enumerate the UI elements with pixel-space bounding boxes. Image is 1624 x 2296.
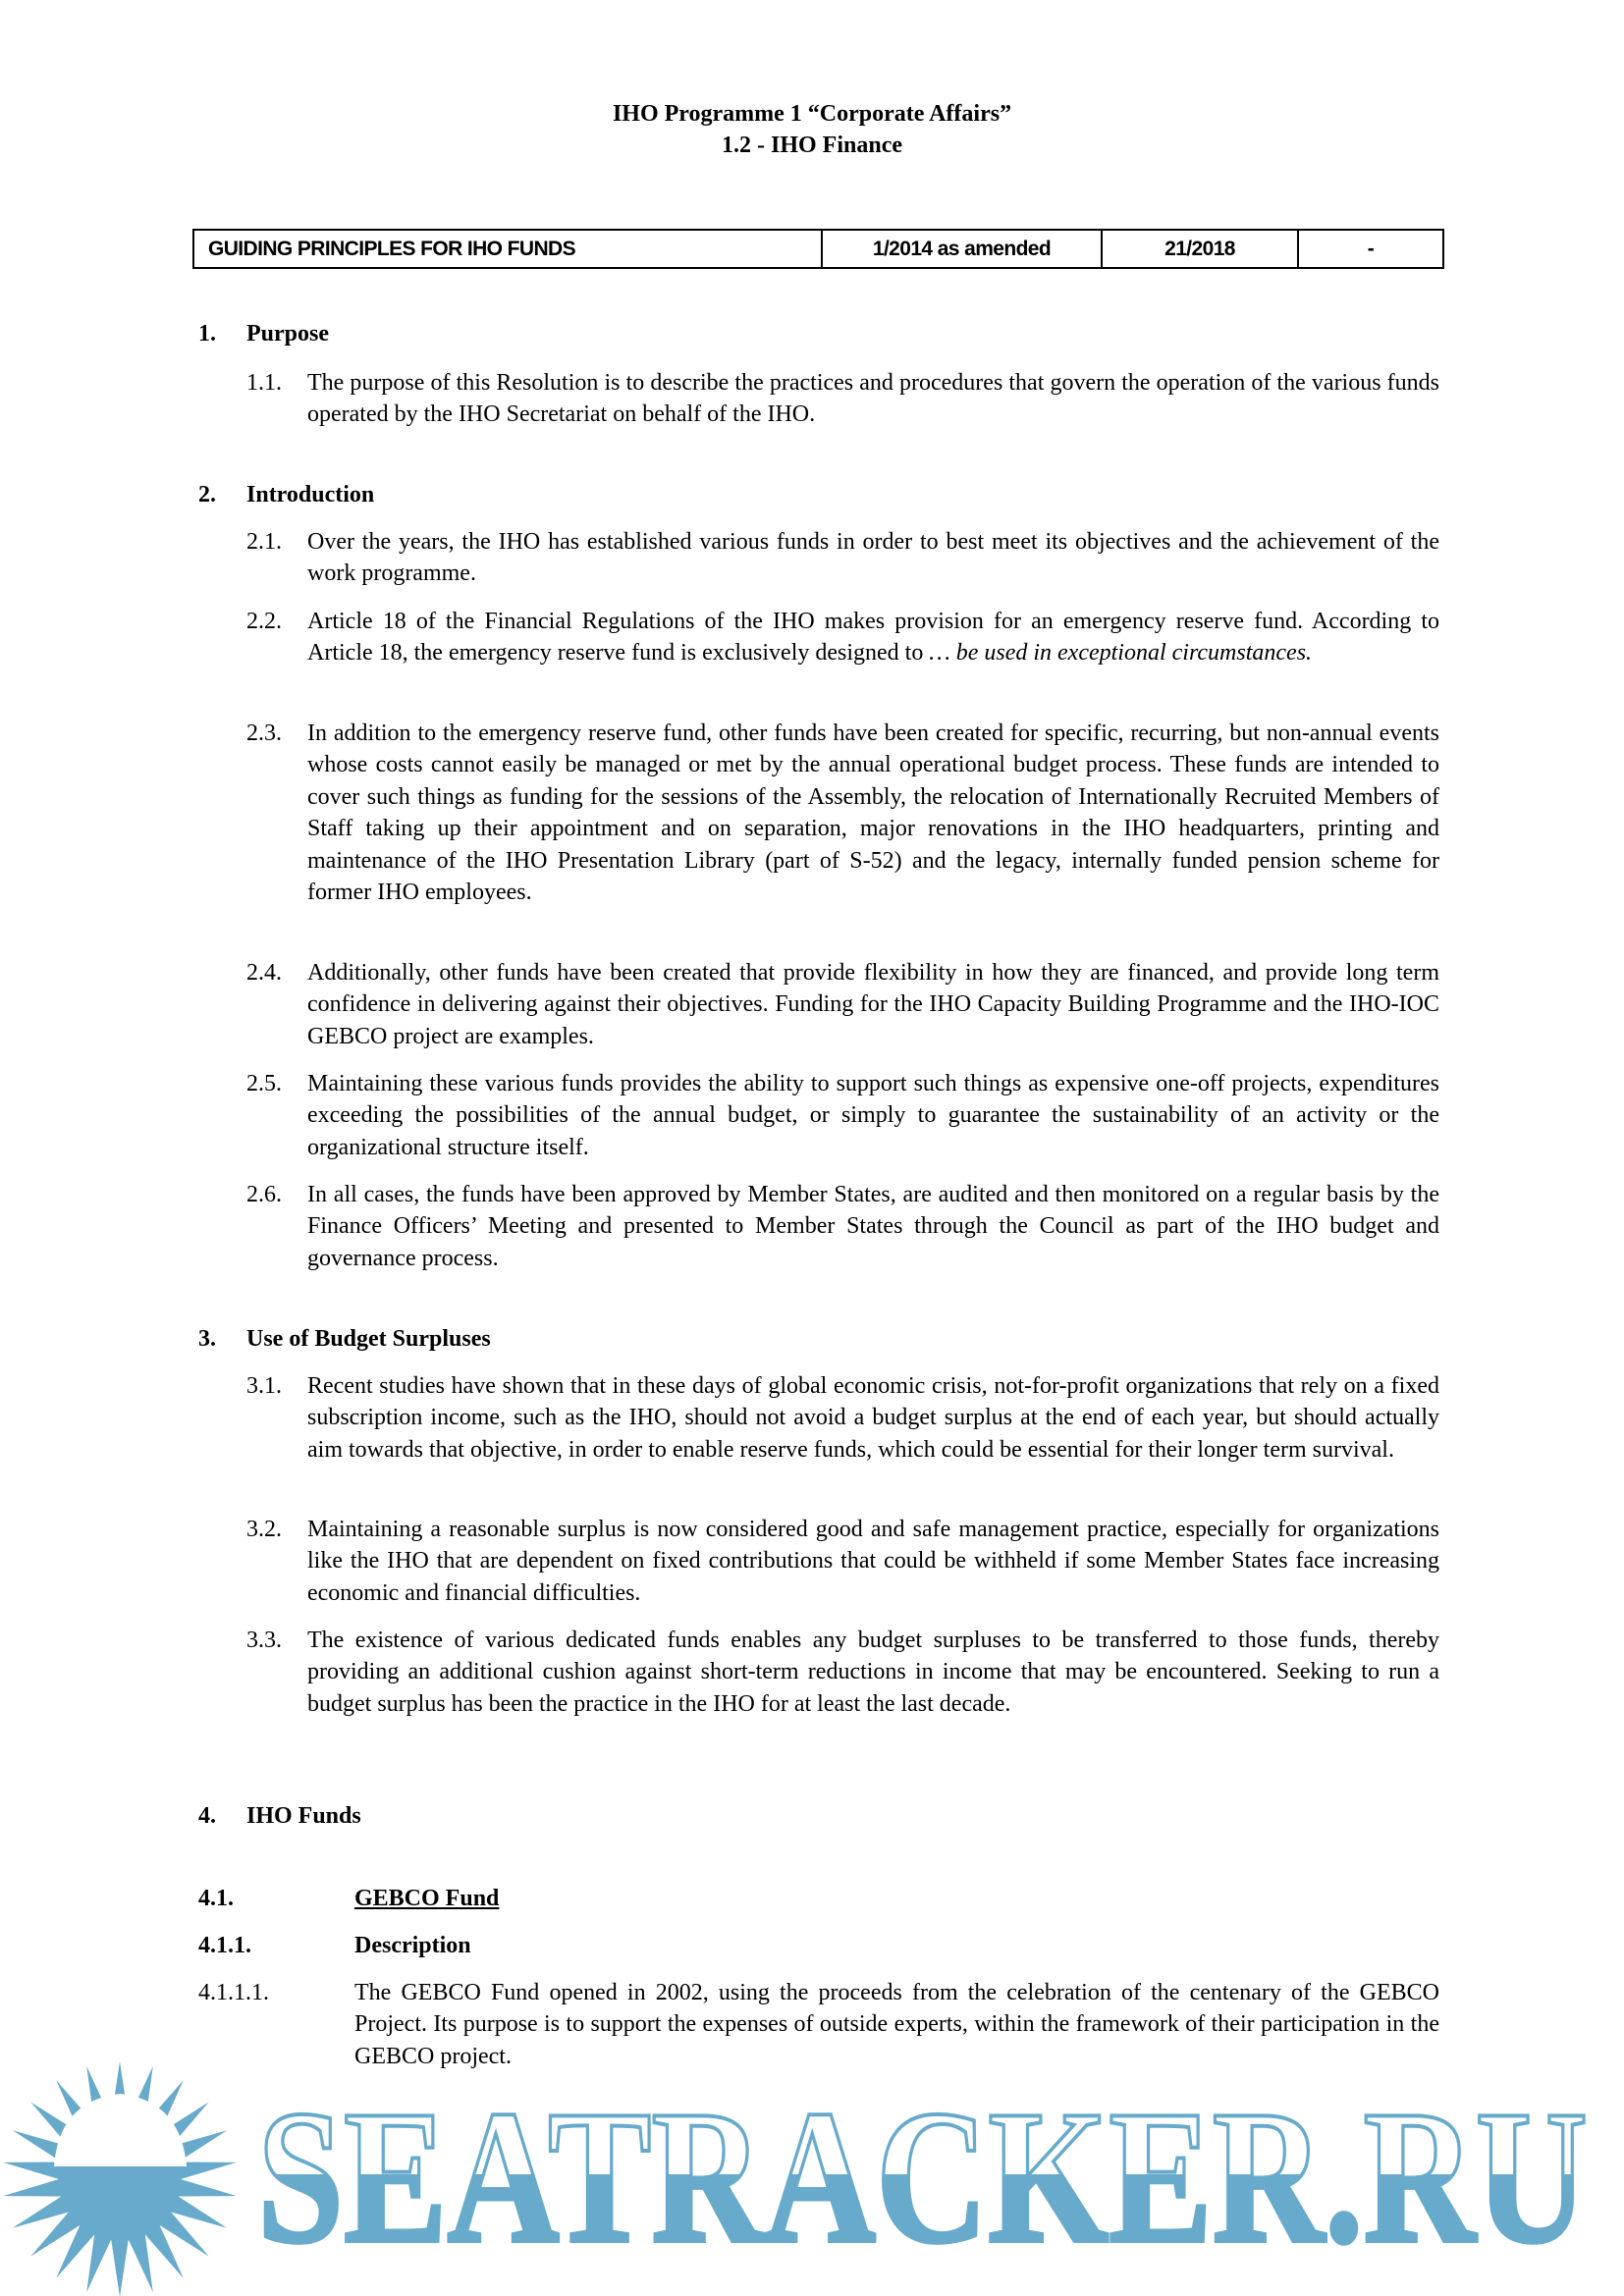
paragraph-number: 4.1.1.1. [198,1980,269,2005]
paragraph-number: 1.1. [246,370,282,396]
paragraph-text: The purpose of this Resolution is to describe the practices and procedures that govern the operation of the various funds operated by the IHO Secretariat on behalf of the IHO. [307,370,1439,428]
paragraph-number: 2.2. [246,609,282,634]
section-number: 4. [198,1803,216,1829]
section-number: 1. [198,321,216,347]
paragraph-number: 2.3. [246,721,282,746]
section-heading: Introduction [246,482,375,507]
reference-table [192,229,1444,269]
subsection-number: 4.1.1. [198,1933,251,1958]
subsection-heading: GEBCO Fund [354,1886,500,1911]
paragraph-text: In addition to the emergency reserve fund, other funds have been created for specific, recurring, but non-annual events whose costs cannot easily be managed or met by the annual operational budget process. These funds are intended to cover such things as funding for the sessions of the Assembly, the relocation of Internationally Recruited Members of Staff taking up their appointment and on separation, major renovations in the IHO headquarters, printing and maintenance of the IHO Presentation Library (part of S-52) and the legacy, internally funded pension scheme for former IHO employees. [307,721,1439,906]
paragraph-text: Additionally, other funds have been created that provide flexibility in how they are financed, and provide long term confidence in delivering against their objectives. Funding for the IHO Capacity Building Programme and the IHO-IOC GEBCO project are examples. [307,960,1439,1049]
paragraph-text: Over the years, the IHO has established various funds in order to best meet its objectives and the achievement of the work programme. [307,529,1439,587]
paragraph-text: Recent studies have shown that in these days of global economic crisis, not-for-profit organizations that rely on a fixed subscription income, such as the IHO, should not avoid a budget surplus at the end of each year, but should actually aim towards that objective, in order to enable reserve funds, which could be essential for their longer term survival. [307,1373,1439,1463]
section-heading: Purpose [246,321,329,347]
section-title: 1.2 - IHO Finance [722,133,902,158]
subsection-number: 4.1. [198,1886,234,1911]
paragraph-number: 2.6. [246,1182,282,1207]
watermark [0,2056,1624,2296]
paragraph-number: 3.1. [246,1373,282,1399]
paragraph-text-quote: … be used in exceptional circumstances. [929,640,1313,667]
paragraph-text [307,606,1439,669]
programme-title: IHO Programme 1 “Corporate Affairs” [612,101,1012,127]
paragraph-text-regular: Article 18 of the Financial Regulations of the IHO makes provision for an emergency reserve fund. According to Article 18, the emergency reserve fund is exclusively designed to [307,609,1439,667]
sun-logo-icon [3,2061,237,2296]
paragraph-number: 3.2. [246,1517,282,1542]
amendment-number: 21/2018 [1164,237,1235,260]
section-number: 2. [198,482,216,507]
extra-reference: - [1367,237,1375,260]
paragraph-text: The existence of various dedicated funds enables any budget surpluses to be transferred to those funds, thereby providing an additional cushion against short-term reductions in income that may be encountered. Seeking to run a budget surplus has been the practice in the IHO for at least the last decade. [307,1628,1439,1717]
paragraph-number: 3.3. [246,1628,282,1653]
paragraph-text: Maintaining a reasonable surplus is now considered good and safe management practice, especially for organizations like the IHO that are dependent on fixed contributions that could be withheld if some Member States face increasing economic and financial difficulties. [307,1517,1439,1606]
resolution-title: GUIDING PRINCIPLES FOR IHO FUNDS [208,237,575,260]
section-heading: Use of Budget Surpluses [246,1326,491,1352]
paragraph-number: 2.4. [246,960,282,986]
section-heading: IHO Funds [246,1803,361,1829]
paragraph-number: 2.5. [246,1071,282,1096]
paragraph-text: In all cases, the funds have been approved by Member States, are audited and then monitored on a regular basis by the Finance Officers’ Meeting and presented to Member States through the Council as part of the IHO budget and governance process. [307,1182,1439,1271]
paragraph-number: 2.1. [246,529,282,555]
section-number: 3. [198,1326,216,1352]
resolution-number: 1/2014 as amended [872,237,1052,260]
subsection-heading: Description [354,1933,471,1958]
watermark-logo-text: SEATRACKER.RU [257,2071,1588,2283]
paragraph-text: The GEBCO Fund opened in 2002, using the proceeds from the celebration of the centenary of the GEBCO Project. Its purpose is to support the expenses of outside experts, within the framework of their participation in the GEBCO project. [354,1980,1439,2069]
paragraph-text: Maintaining these various funds provides the ability to support such things as expensive one-off projects, expenditures exceeding the possibilities of the annual budget, or simply to guarantee the sustainability of an activity or the organizational structure itself. [307,1071,1439,1160]
